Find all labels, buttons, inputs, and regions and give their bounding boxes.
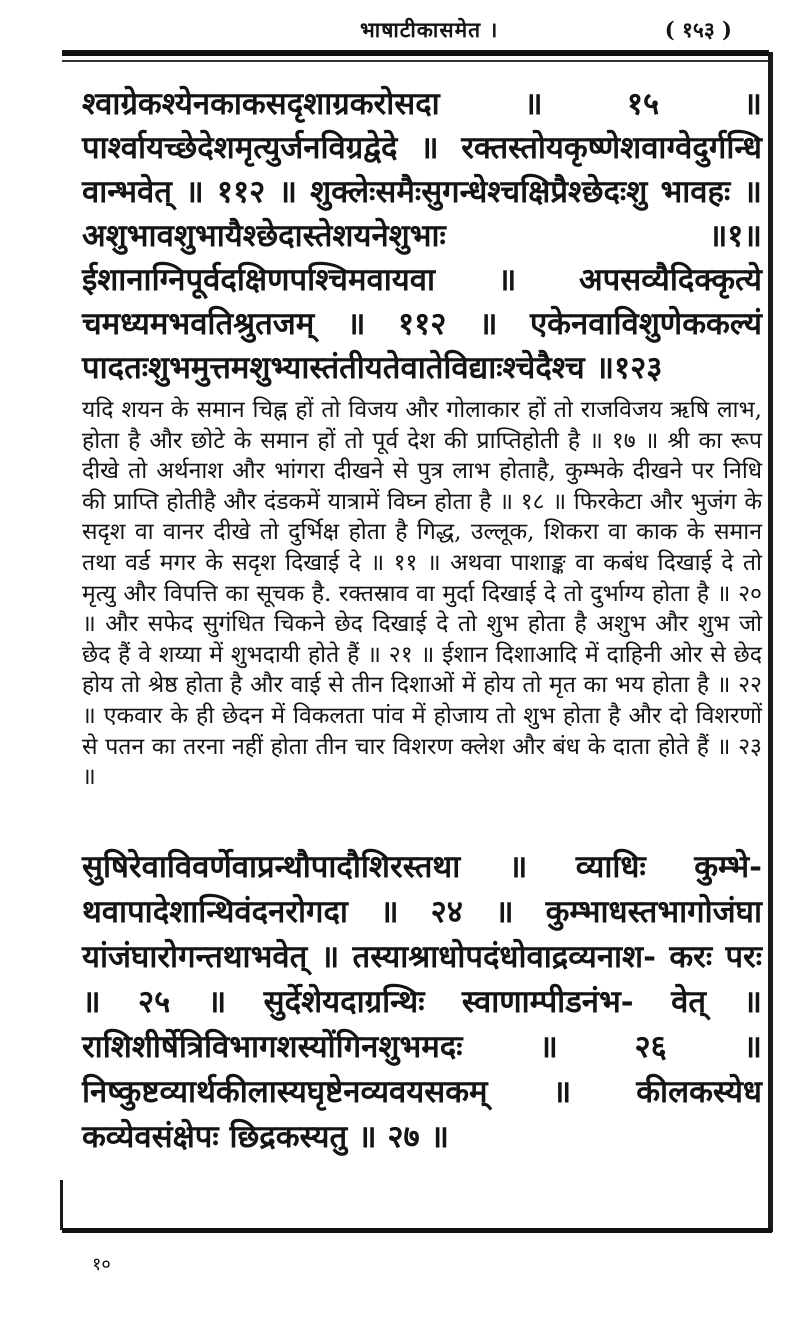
left-border-line [60,1180,63,1230]
running-title: भाषाटीकासमेत । [360,17,499,42]
hindi-commentary: यदि शयन के समान चिह्न हों तो विजय और गोलाकार हों तो राजविजय ऋषि लाभ, होता है और छोटे के समान हों तो पूर्व देश की प्राप्तिहोती है ॥ १७ ॥ श्री का रूप दीखे तो अर्थनाश और भांगरा दीखने से पुत्र लाभ होताहै, कुम्भके दीखने पर निधि की प्राप्ति होतीहै और दंडकमें यात्रामें विघ्न होता है ॥ १८ ॥ फिरकेटा और भुजंग के सदृश वा वानर दीखे तो दुर्भिक्ष होता है गिद्ध, उल्लूक, शिकरा वा काक के समान तथा वर्ड मगर के सदृश दिखाई दे ॥ ११ ॥ अथवा पाशाङ्क वा कबंध दिखाई दे तो मृत्यु और विपत्ति का सूचक है. रक्तस्राव वा मुर्दा दिखाई दे तो दुर्भाग्य होता है ॥ २० ॥ और सफेद सुगंधित चिकने छेद दिखाई दे तो शुभ होता है अशुभ और शुभ जो छेद हैं वे शय्या में शुभदायी होते हैं ॥ २१ ॥ ईशान दिशाआदि में दाहिनी ओर से छेद होय तो श्रेष्ठ होता है और वाई से तीन दिशाओं में होय तो मृत का भय होता है ॥ २२ ॥ एकवार के ही छेदन में विकलता पांव में होजाय तो शुभ होता है और दो विशरणों से पतन का तरना नहीं होता तीन चार विशरण क्लेश और बंध के दाता होते हैं ॥ २३ ॥ [82,397,762,791]
footer-rule [62,1228,772,1233]
sanskrit-verse-block-2: सुषिरेवाविवर्णेवाप्रन्थौपादौशिरस्तथा ॥ व्याधिः कुम्भे- थवापादेशान्थिवंदनरोगदा ॥ २४ ॥ कुम्भाधस्तभागोजंघा यांजंघारोगन्तथाभवेत् ॥ तस्याश्राधोपदंधोवाद्रव्यनाश- करः परः ॥ २५ ॥ सुर्देशेयदाग्रन्थिः स्वाणाम्पीडनंभ- वेत् ॥ राशिशीर्षेत्रिविभागशस्योंगिनशुभमदः ॥ २६ ॥ निष्कुष्टव्यार्थकीलास्यघृष्टेनव्यवयसकम् ॥ कीलकस्येध कव्येवसंक्षेपः छिद्रकस्यतु ॥ २७ ॥ [82,849,762,1155]
page-number: ( १५३ ) [664,17,732,42]
page-header [60,10,760,46]
header-rule-thin [62,60,769,62]
right-border-line [768,52,773,1232]
sanskrit-verse-block-1: श्वाग्रेकश्येनकाकसदृशाग्रकरोसदा ॥ १५ ॥ पार्श्वायच्छेदेशमृत्युर्जनविग्रद्वेदे ॥ रक्तस्तोयकृष्णेशवाग्वेदुर्गन्धि वान्भवेत् ॥ ११२ ॥ शुक्लेःसमैःसुगन्धेश्चक्षिप्रैश्छेदःशु भावहः ॥ अशुभावशुभायैश्छेदास्तेशयनेशुभाः ॥१॥ ईशानाग्निपूर्वदक्षिणपश्चिमवायवा ॥ अपसव्यैदिक्कृत्ये चमध्यमभवतिश्रुतजम् ॥ ११२ ॥ एकेनवाविशुणेककल्यं पादतःशुभमुत्तमशुभ्यास्तंतीयतेवातेविद्याःश्चेदैश्च ॥१२३ [82,86,762,386]
folio-mark: १० [92,1254,111,1275]
header-rule [62,50,769,56]
